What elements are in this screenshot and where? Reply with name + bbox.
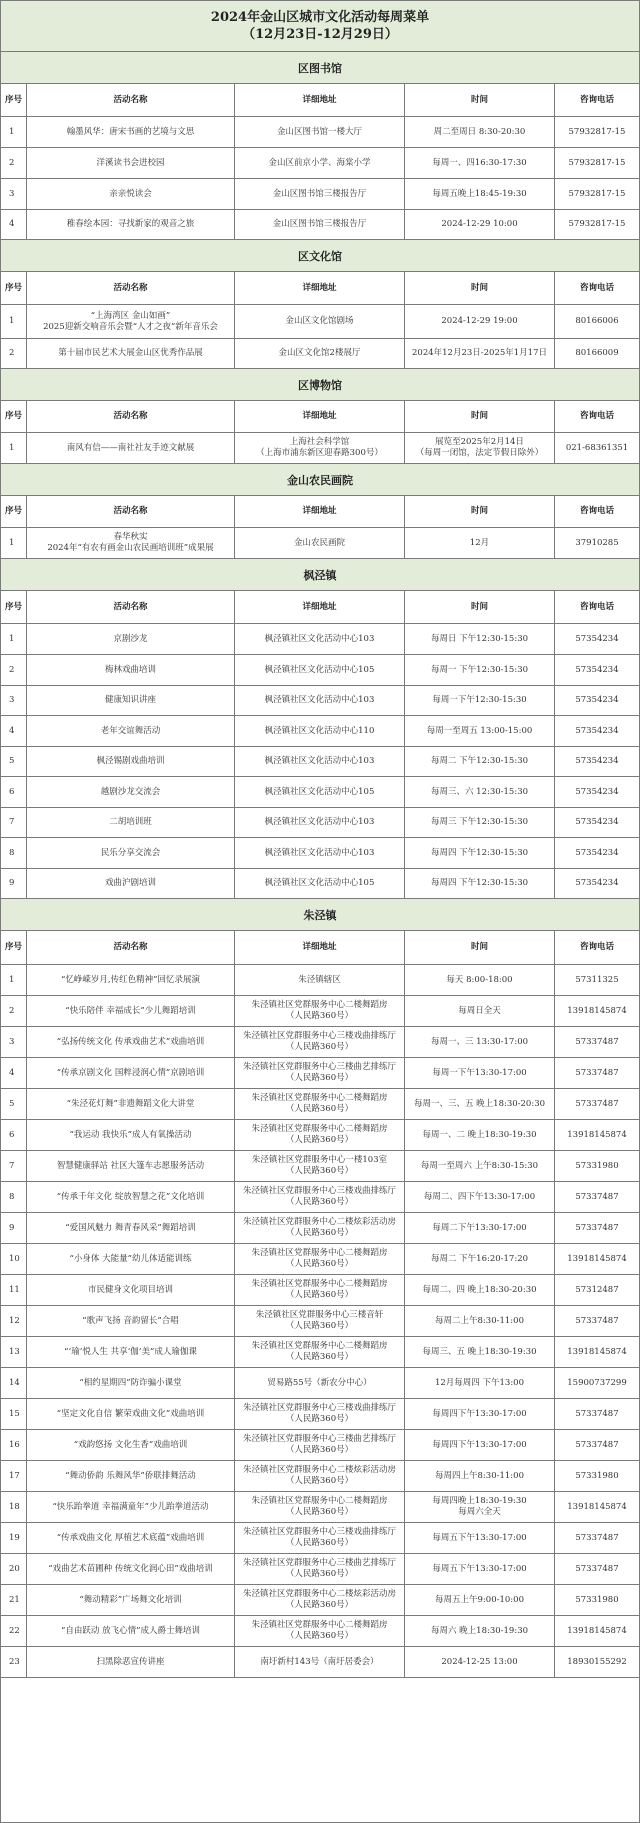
activity-time: 周二至周日 8:30-20:30 — [405, 117, 555, 147]
activity-address: 金山区图书馆三楼报告厅 — [235, 210, 405, 239]
header-cell: 时间 — [405, 401, 555, 432]
activity-time: 每周一下午12:30-15:30 — [405, 686, 555, 715]
activity-name: 戏曲沪剧培训 — [27, 869, 235, 898]
activity-time: 每周二、四下午13:30-17:00 — [405, 1182, 555, 1212]
activity-time: 12月每周四 下午13:00 — [405, 1368, 555, 1398]
activity-name: “相约星期四”防诈骗小课堂 — [27, 1368, 235, 1398]
activity-address: 贸易路55号（新农分中心） — [235, 1368, 405, 1398]
activity-time: 每周五下午13:30-17:00 — [405, 1554, 555, 1584]
row-number: 17 — [1, 1461, 27, 1491]
contact-phone: 13918145874 — [567, 1005, 627, 1016]
contact-phone: 57932817-15 — [568, 157, 626, 168]
header-cell: 序号 — [1, 591, 27, 623]
row-number: 1 — [1, 117, 27, 147]
header-cell: 咨询电话 — [579, 942, 614, 952]
activity-address: 枫泾镇社区文化活动中心105 — [235, 869, 405, 898]
activity-name: “歌声飞扬 音韵留长”合唱 — [27, 1306, 235, 1336]
contact-phone: 13918145874 — [567, 1501, 627, 1512]
activity-address: 枫泾镇社区文化活动中心103 — [235, 808, 405, 837]
header-cell: 咨询电话 — [579, 601, 614, 612]
sections-container — [1, 52, 639, 1678]
contact-phone: 57331980 — [575, 1160, 619, 1171]
activity-name: “小身体 大能量”幼儿体适能训练 — [27, 1244, 235, 1274]
table-row — [1, 686, 639, 716]
activity-name: “戏韵悠扬 文化生香”戏曲培训 — [27, 1430, 235, 1460]
contact-phone: 57932817-15 — [568, 219, 626, 229]
activity-time: 每周一至周五 13:00-15:00 — [405, 716, 555, 746]
contact-phone: 57354234 — [575, 664, 619, 675]
header-cell: 序号 — [1, 496, 27, 527]
activity-address: 枫泾镇社区文化活动中心110 — [235, 716, 405, 746]
activity-address: 朱泾镇社区党群服务中心二楼舞蹈房 （人民路360号） — [235, 1089, 405, 1119]
activity-address: 朱泾镇社区党群服务中心二楼舞蹈房 （人民路360号） — [235, 1492, 405, 1522]
activity-address: 朱泾镇社区党群服务中心二楼舞蹈房 （人民路360号） — [235, 1120, 405, 1150]
activity-name: 市民健身文化项目培训 — [27, 1275, 235, 1305]
activity-name: “戏曲艺术苗圃种 传统文化润心田”戏曲培训 — [27, 1554, 235, 1584]
activity-time: 12月 — [405, 528, 555, 558]
row-number: 15 — [1, 1399, 27, 1429]
activity-time: 每周二、四 晚上18:30-20:30 — [405, 1275, 555, 1305]
activity-time: 2024-12-25 13:00 — [405, 1647, 555, 1677]
table-row — [1, 869, 639, 899]
activity-name: 翰墨风华：唐宋书画的艺境与文思 — [27, 117, 235, 147]
header-cell: 详细地址 — [235, 84, 405, 116]
activity-address: 枫泾镇社区文化活动中心105 — [235, 777, 405, 807]
activity-time: 2024-12-29 10:00 — [405, 210, 555, 239]
contact-phone: 80166006 — [575, 316, 619, 326]
activity-address: 枫泾镇社区文化活动中心103 — [235, 747, 405, 776]
row-number: 6 — [1, 777, 27, 807]
table-row — [1, 1585, 639, 1616]
row-number: 10 — [1, 1244, 27, 1274]
activity-time: 每周三、六 12:30-15:30 — [405, 777, 555, 807]
table-row — [1, 838, 639, 869]
table-row — [1, 1399, 639, 1430]
row-number: 3 — [1, 686, 27, 715]
activity-time: 2024-12-29 19:00 — [405, 305, 555, 338]
contact-phone: 57354234 — [575, 786, 619, 797]
contact-phone: 18930155292 — [567, 1656, 627, 1667]
contact-phone: 57354234 — [575, 817, 619, 827]
activity-address: 金山区图书馆三楼报告厅 — [235, 179, 405, 209]
activity-time: 每周四下午13:30-17:00 — [405, 1430, 555, 1460]
row-number: 22 — [1, 1616, 27, 1646]
activity-time: 每周四 下午12:30-15:30 — [405, 869, 555, 898]
activity-name: 二胡培训班 — [27, 808, 235, 837]
activity-address: 金山区图书馆一楼大厅 — [235, 117, 405, 147]
table-row — [1, 433, 639, 464]
row-number: 1 — [1, 433, 27, 463]
contact-phone: 13918145874 — [567, 1625, 627, 1636]
table-row — [1, 716, 639, 747]
activity-name: “‘瑜’悦人生 共享‘伽’美”成人瑜伽课 — [27, 1337, 235, 1367]
table-header-row — [1, 401, 639, 433]
contact-phone: 57337487 — [575, 1439, 619, 1450]
activity-name: “我运动 我快乐”成人有氧操活动 — [27, 1120, 235, 1150]
activity-name: 春华秋实 2024年“有农有画金山农民画培训班”成果展 — [27, 528, 235, 558]
row-number: 11 — [1, 1275, 27, 1305]
contact-phone: 57311325 — [575, 974, 619, 985]
table-row — [1, 148, 639, 179]
activity-time: 每周日全天 — [405, 996, 555, 1026]
table-row — [1, 747, 639, 777]
activity-time: 每周日 下午12:30-15:30 — [405, 624, 555, 654]
header-cell: 活动名称 — [27, 496, 235, 527]
table-header-row — [1, 496, 639, 528]
activity-name: “忆峥嵘岁月,传红色精神”回忆录展演 — [27, 965, 235, 995]
activity-time: 每周五晚上18:45-19:30 — [405, 179, 555, 209]
row-number: 4 — [1, 716, 27, 746]
contact-phone: 37910285 — [575, 537, 619, 548]
row-number: 4 — [1, 210, 27, 239]
activity-address: 朱泾镇社区党群服务中心三楼曲艺排练厅 （人民路360号） — [235, 1058, 405, 1088]
activity-name: “坚定文化自信 繁荣戏曲文化”戏曲培训 — [27, 1399, 235, 1429]
activity-address: 朱泾镇社区党群服务中心二楼舞蹈房 （人民路360号） — [235, 996, 405, 1026]
table-row — [1, 305, 639, 339]
header-cell: 活动名称 — [27, 931, 235, 964]
activity-address: 金山区前京小学、海棠小学 — [235, 148, 405, 178]
contact-phone: 57932817-15 — [568, 126, 626, 137]
row-number: 2 — [1, 148, 27, 178]
activity-name: 亲亲悦读会 — [27, 179, 235, 209]
table-row — [1, 655, 639, 686]
table-row — [1, 1523, 639, 1554]
activity-time: 每周二上午8:30-11:00 — [405, 1306, 555, 1336]
activity-name: 京剧沙龙 — [27, 624, 235, 654]
activity-name: 越剧沙龙交流会 — [27, 777, 235, 807]
table-row — [1, 808, 639, 838]
title-line-1: 2024年金山区城市文化活动每周菜单 — [210, 10, 430, 25]
activity-address: 枫泾镇社区文化活动中心103 — [235, 624, 405, 654]
row-number: 7 — [1, 1151, 27, 1181]
contact-phone: 57337487 — [575, 1315, 619, 1326]
activity-time: 每周一下午13:30-17:00 — [405, 1058, 555, 1088]
activity-time: 2024年12月23日-2025年1月17日 — [405, 339, 555, 368]
table-row — [1, 1182, 639, 1213]
row-number: 3 — [1, 1027, 27, 1057]
table-row — [1, 1151, 639, 1182]
header-cell: 时间 — [405, 931, 555, 964]
row-number: 8 — [1, 838, 27, 868]
header-cell: 详细地址 — [235, 931, 405, 964]
activity-name: 洋溪读书会进校园 — [27, 148, 235, 178]
activity-name: “爱国风魅力 舞青春风采”舞蹈培训 — [27, 1213, 235, 1243]
activity-name: “快乐跆拳道 幸福满童年”少儿跆拳道活动 — [27, 1492, 235, 1522]
row-number: 6 — [1, 1120, 27, 1150]
activity-time: 每周一至周六 上午8:30-15:30 — [405, 1151, 555, 1181]
activity-name: 扫黑除恶宣传讲座 — [27, 1647, 235, 1677]
activity-name: “传承京剧文化 国粹浸润心情”京剧培训 — [27, 1058, 235, 1088]
activity-time: 每周一、三 13:30-17:00 — [405, 1027, 555, 1057]
row-number: 2 — [1, 339, 27, 368]
table-row — [1, 117, 639, 148]
table-row — [1, 1430, 639, 1461]
table-row — [1, 624, 639, 655]
row-number: 1 — [1, 528, 27, 558]
row-number: 18 — [1, 1492, 27, 1522]
activity-time: 展览至2025年2月14日 （每周一闭馆，法定节假日除外） — [405, 433, 555, 463]
contact-phone: 57354234 — [575, 695, 619, 705]
contact-phone: 13918145874 — [567, 1346, 627, 1357]
contact-phone: 57337487 — [575, 1191, 619, 1202]
activity-address: 朱泾镇社区党群服务中心三楼曲艺排练厅 （人民路360号） — [235, 1554, 405, 1584]
row-number: 20 — [1, 1554, 27, 1584]
row-number: 5 — [1, 747, 27, 776]
header-cell: 详细地址 — [235, 272, 405, 304]
section-title: 区文化馆 — [1, 240, 639, 272]
activity-address: 朱泾镇社区党群服务中心三楼戏曲排练厅 （人民路360号） — [235, 1182, 405, 1212]
contact-phone: 57354234 — [575, 725, 619, 736]
row-number: 1 — [1, 624, 27, 654]
activity-address: 上海社会科学馆 （上海市浦东新区迎春路300号） — [235, 433, 405, 463]
header-cell: 咨询电话 — [579, 94, 614, 105]
table-row — [1, 777, 639, 808]
contact-phone: 57354234 — [575, 847, 619, 858]
contact-phone: 021-68361351 — [565, 442, 629, 453]
row-number: 3 — [1, 179, 27, 209]
header-cell: 详细地址 — [235, 401, 405, 432]
row-number: 1 — [1, 305, 27, 338]
activity-name: “弘扬传统文化 传承戏曲艺术”戏曲培训 — [27, 1027, 235, 1057]
activity-address: 金山农民画院 — [235, 528, 405, 558]
activity-time: 每周六 晚上18:30-19:30 — [405, 1616, 555, 1646]
contact-phone: 57337487 — [575, 1222, 619, 1233]
activity-address: 枫泾镇社区文化活动中心103 — [235, 686, 405, 715]
row-number: 14 — [1, 1368, 27, 1398]
section-title: 金山农民画院 — [1, 464, 639, 496]
contact-phone: 57354234 — [575, 633, 619, 644]
activity-name: 智慧健康驿站 社区大篷车志愿服务活动 — [27, 1151, 235, 1181]
activity-address: 朱泾镇辖区 — [235, 965, 405, 995]
title-line-2: （12月23日-12月29日） — [242, 27, 398, 42]
activity-address: 朱泾镇社区党群服务中心三楼曲艺排练厅 （人民路360号） — [235, 1430, 405, 1460]
contact-phone: 57337487 — [575, 1036, 619, 1047]
activity-address: 朱泾镇社区党群服务中心三楼戏曲排练厅 （人民路360号） — [235, 1027, 405, 1057]
table-row — [1, 996, 639, 1027]
row-number: 8 — [1, 1182, 27, 1212]
table-row — [1, 1368, 639, 1399]
section-title: 区图书馆 — [1, 52, 639, 84]
contact-phone: 80166009 — [575, 348, 619, 358]
contact-phone: 57337487 — [575, 1098, 619, 1109]
activity-time: 每周五上午9:00-10:00 — [405, 1585, 555, 1615]
activity-address: 朱泾镇社区党群服务中心二楼炫彩活动房 （人民路360号） — [235, 1213, 405, 1243]
row-number: 12 — [1, 1306, 27, 1336]
table-row — [1, 1027, 639, 1058]
activity-name: 第十届市民艺术大展金山区优秀作品展 — [27, 339, 235, 368]
activity-name: “快乐陪伴 幸福成长”少儿舞蹈培训 — [27, 996, 235, 1026]
table-row — [1, 210, 639, 240]
activity-name: 民乐分享交流会 — [27, 838, 235, 868]
table-row — [1, 1120, 639, 1151]
activity-name: “传承戏曲文化 厚植艺术底蕴”戏曲培训 — [27, 1523, 235, 1553]
row-number: 7 — [1, 808, 27, 837]
table-row — [1, 1275, 639, 1306]
activity-time: 每周一、四16:30-17:30 — [405, 148, 555, 178]
activity-address: 朱泾镇社区党群服务中心二楼炫彩活动房 （人民路360号） — [235, 1585, 405, 1615]
header-cell: 序号 — [1, 272, 27, 304]
contact-phone: 57331980 — [575, 1470, 619, 1481]
table-row — [1, 179, 639, 210]
activity-name: 南风有信——南社社友手迹文献展 — [27, 433, 235, 463]
activity-name: 梅林戏曲培训 — [27, 655, 235, 685]
activity-address: 朱泾镇社区党群服务中心三楼音轩 （人民路360号） — [235, 1306, 405, 1336]
activity-time: 每周三、五 晚上18:30-19:30 — [405, 1337, 555, 1367]
header-cell: 序号 — [1, 401, 27, 432]
header-cell: 时间 — [405, 272, 555, 304]
header-cell: 序号 — [1, 931, 27, 964]
activity-time: 每周四晚上18:30-19:30 每周六全天 — [405, 1492, 555, 1522]
table-row — [1, 1647, 639, 1678]
contact-phone: 13918145874 — [567, 1253, 627, 1264]
contact-phone: 57337487 — [575, 1408, 619, 1419]
row-number: 1 — [1, 965, 27, 995]
header-cell: 序号 — [1, 84, 27, 116]
row-number: 4 — [1, 1058, 27, 1088]
section-title: 区博物馆 — [1, 369, 639, 401]
contact-phone: 13918145874 — [567, 1129, 627, 1140]
contact-phone: 57932817-15 — [568, 188, 626, 199]
activity-time: 每周二 下午16:20-17:20 — [405, 1244, 555, 1274]
activity-address: 金山区文化馆2楼展厅 — [235, 339, 405, 368]
table-row — [1, 1616, 639, 1647]
activity-time: 每周四上午8:30-11:00 — [405, 1461, 555, 1491]
row-number: 2 — [1, 655, 27, 685]
table-row — [1, 1461, 639, 1492]
header-cell: 时间 — [405, 591, 555, 623]
activity-time: 每周三 下午12:30-15:30 — [405, 808, 555, 837]
table-row — [1, 1213, 639, 1244]
table-row — [1, 1058, 639, 1089]
activity-name: 稚春绘本园：寻找新家的观音之旅 — [27, 210, 235, 239]
header-cell: 详细地址 — [235, 591, 405, 623]
activity-name: “舞动精彩”广场舞文化培训 — [27, 1585, 235, 1615]
row-number: 19 — [1, 1523, 27, 1553]
header-cell: 咨询电话 — [579, 282, 614, 293]
activity-time: 每周一 下午12:30-15:30 — [405, 655, 555, 685]
row-number: 13 — [1, 1337, 27, 1367]
table-row — [1, 1244, 639, 1275]
activity-address: 枫泾镇社区文化活动中心105 — [235, 655, 405, 685]
row-number: 2 — [1, 996, 27, 1026]
header-cell: 时间 — [405, 84, 555, 116]
row-number: 23 — [1, 1647, 27, 1677]
activity-address: 金山区文化馆剧场 — [235, 305, 405, 338]
table-row — [1, 1089, 639, 1120]
row-number: 9 — [1, 1213, 27, 1243]
header-cell: 咨询电话 — [579, 506, 614, 516]
header-cell: 活动名称 — [27, 401, 235, 432]
row-number: 16 — [1, 1430, 27, 1460]
activity-address: 朱泾镇社区党群服务中心二楼舞蹈房 （人民路360号） — [235, 1616, 405, 1646]
activity-address: 朱泾镇社区党群服务中心二楼舞蹈房 （人民路360号） — [235, 1275, 405, 1305]
contact-phone: 57337487 — [575, 1563, 619, 1574]
activity-name: 老年交谊舞活动 — [27, 716, 235, 746]
activity-address: 朱泾镇社区党群服务中心二楼炫彩活动房 （人民路360号） — [235, 1461, 405, 1491]
activity-address: 朱泾镇社区党群服务中心三楼戏曲排练厅 （人民路360号） — [235, 1523, 405, 1553]
contact-phone: 15900737299 — [567, 1377, 627, 1388]
activity-time: 每周四 下午12:30-15:30 — [405, 838, 555, 868]
activity-name: “传承千年文化 绽放智慧之花”文化培训 — [27, 1182, 235, 1212]
table-header-row — [1, 931, 639, 965]
header-cell: 时间 — [405, 496, 555, 527]
activity-time: 每周五下午13:30-17:00 — [405, 1523, 555, 1553]
activity-address: 朱泾镇社区党群服务中心二楼舞蹈房 （人民路360号） — [235, 1337, 405, 1367]
contact-phone: 57337487 — [575, 1067, 619, 1078]
table-header-row — [1, 591, 639, 624]
table-header-row — [1, 84, 639, 117]
activity-time: 每周二 下午12:30-15:30 — [405, 747, 555, 776]
section-title: 朱泾镇 — [1, 899, 639, 931]
activity-time: 每周四下午13:30-17:00 — [405, 1399, 555, 1429]
contact-phone: 57337487 — [575, 1532, 619, 1543]
activity-name: 健康知识讲座 — [27, 686, 235, 715]
table-row — [1, 339, 639, 369]
section-title: 枫泾镇 — [1, 559, 639, 591]
activity-name: 枫泾锡剧戏曲培训 — [27, 747, 235, 776]
activity-time: 每周二下午13:30-17:00 — [405, 1213, 555, 1243]
table-row — [1, 1306, 639, 1337]
contact-phone: 57354234 — [575, 878, 619, 888]
contact-phone: 57354234 — [575, 756, 619, 766]
activity-address: 朱泾镇社区党群服务中心三楼戏曲排练厅 （人民路360号） — [235, 1399, 405, 1429]
activity-address: 南圩新村143号（南圩居委会） — [235, 1647, 405, 1677]
activity-time: 每周一、二 晚上18:30-19:30 — [405, 1120, 555, 1150]
header-cell: 活动名称 — [27, 272, 235, 304]
table-header-row — [1, 272, 639, 305]
table-row — [1, 965, 639, 996]
table-row — [1, 1554, 639, 1585]
header-cell: 活动名称 — [27, 84, 235, 116]
header-cell: 详细地址 — [235, 496, 405, 527]
row-number: 5 — [1, 1089, 27, 1119]
activity-time: 每周一、三、五 晚上18:30-20:30 — [405, 1089, 555, 1119]
activity-address: 朱泾镇社区党群服务中心一楼103室 （人民路360号） — [235, 1151, 405, 1181]
activity-address: 枫泾镇社区文化活动中心103 — [235, 838, 405, 868]
activity-name: “自由跃动 放飞心情”成人爵士舞培训 — [27, 1616, 235, 1646]
row-number: 21 — [1, 1585, 27, 1615]
activity-time: 每天 8:00-18:00 — [405, 965, 555, 995]
activity-name: “舞动侨韵 乐舞风华”侨联排舞活动 — [27, 1461, 235, 1491]
table-row — [1, 1492, 639, 1523]
header-cell: 活动名称 — [27, 591, 235, 623]
table-row — [1, 528, 639, 559]
document-title — [1, 1, 639, 52]
row-number: 9 — [1, 869, 27, 898]
header-cell: 咨询电话 — [579, 411, 614, 421]
table-row — [1, 1337, 639, 1368]
activity-name: “上海湾区 金山如画” 2025迎新交响音乐会暨“人才之夜”新年音乐会 — [27, 305, 235, 338]
contact-phone: 57331980 — [575, 1594, 619, 1605]
activity-address: 朱泾镇社区党群服务中心二楼舞蹈房 （人民路360号） — [235, 1244, 405, 1274]
contact-phone: 57312487 — [575, 1284, 619, 1295]
activity-name: “朱泾花灯舞”非遗舞蹈文化大讲堂 — [27, 1089, 235, 1119]
